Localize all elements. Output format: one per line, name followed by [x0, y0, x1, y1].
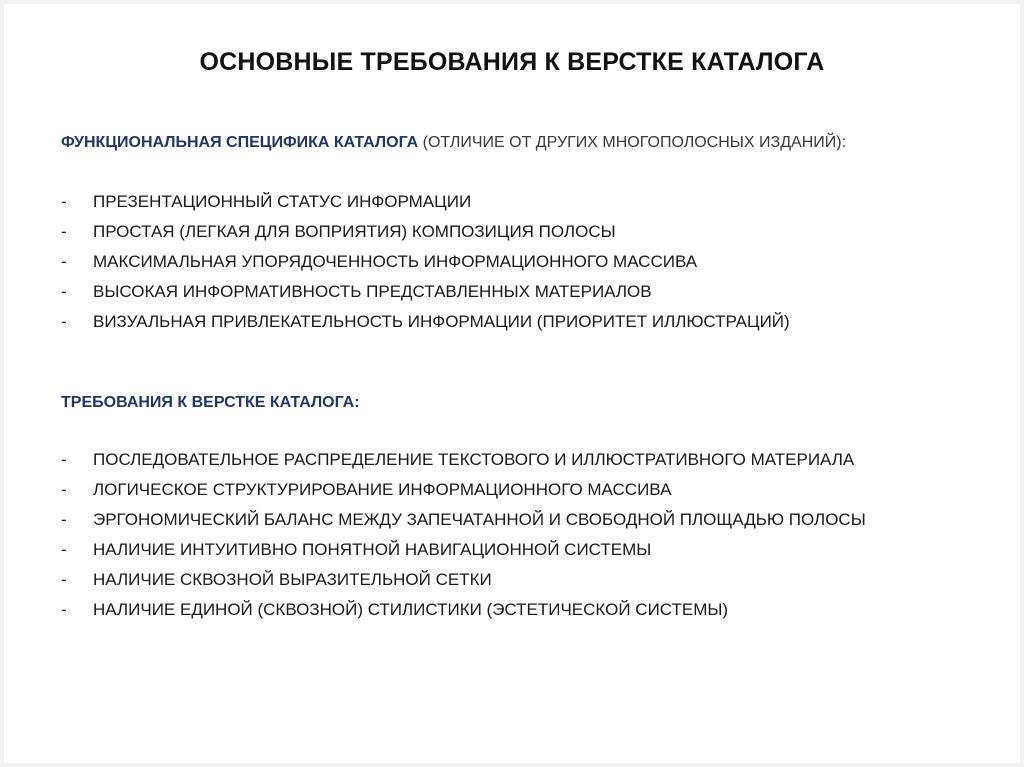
bullet-dash: -	[61, 282, 67, 301]
list-item	[61, 505, 866, 535]
bullet-dash: -	[61, 570, 67, 589]
bullet-dash: -	[61, 540, 67, 559]
list-item-text: ПРОСТАЯ (ЛЕГКАЯ ДЛЯ ВОПРИЯТИЯ) КОМПОЗИЦИЯ ПОЛОСЫ	[93, 222, 616, 241]
slide	[4, 4, 1020, 763]
bullet-dash: -	[61, 192, 67, 211]
section-heading-functional-text: ФУНКЦИОНАЛЬНАЯ СПЕЦИФИКА КАТАЛОГА	[61, 134, 419, 151]
list-item	[61, 535, 866, 565]
list-item-text: ПРЕЗЕНТАЦИОННЫЙ СТАТУС ИНФОРМАЦИИ	[93, 192, 472, 211]
list-item	[61, 187, 790, 217]
list-item-text: ПОСЛЕДОВАТЕЛЬНОЕ РАСПРЕДЕЛЕНИЕ ТЕКСТОВОГО И ИЛЛЮСТРАТИВНОГО МАТЕРИАЛА	[93, 450, 855, 469]
bullet-dash: -	[61, 252, 67, 271]
list-item	[61, 277, 790, 307]
list-item-text: ВЫСОКАЯ ИНФОРМАТИВНОСТЬ ПРЕДСТАВЛЕННЫХ МАТЕРИАЛОВ	[93, 282, 652, 301]
bullet-dash: -	[61, 222, 67, 241]
list-item	[61, 307, 790, 337]
slide-title: ОСНОВНЫЕ ТРЕБОВАНИЯ К ВЕРСТКЕ КАТАЛОГА	[199, 48, 825, 76]
list-item-text: МАКСИМАЛЬНАЯ УПОРЯДОЧЕННОСТЬ ИНФОРМАЦИОННОГО МАССИВА	[93, 252, 698, 271]
bullet-dash: -	[61, 510, 67, 529]
section-heading-functional	[61, 134, 846, 152]
requirements-list	[61, 445, 866, 625]
list-item	[61, 445, 866, 475]
bullet-dash: -	[61, 600, 67, 619]
section-heading-functional-note: (ОТЛИЧИЕ ОТ ДРУГИХ МНОГОПОЛОСНЫХ ИЗДАНИЙ):	[422, 134, 847, 151]
list-item-text: ЭРГОНОМИЧЕСКИЙ БАЛАНС МЕЖДУ ЗАПЕЧАТАННОЙ И СВОБОДНОЙ ПЛОЩАДЬЮ ПОЛОСЫ	[93, 510, 866, 529]
list-item	[61, 565, 866, 595]
list-item-text: НАЛИЧИЕ ЕДИНОЙ (СКВОЗНОЙ) СТИЛИСТИКИ (ЭСТЕТИЧЕСКОЙ СИСТЕМЫ)	[93, 600, 729, 619]
list-item	[61, 595, 866, 625]
functional-list	[61, 187, 790, 337]
list-item-text: НАЛИЧИЕ СКВОЗНОЙ ВЫРАЗИТЕЛЬНОЙ СЕТКИ	[93, 570, 492, 589]
list-item	[61, 247, 790, 277]
list-item	[61, 475, 866, 505]
list-item-text: НАЛИЧИЕ ИНТУИТИВНО ПОНЯТНОЙ НАВИГАЦИОННОЙ СИСТЕМЫ	[93, 540, 652, 559]
list-item-text: ЛОГИЧЕСКОЕ СТРУКТУРИРОВАНИЕ ИНФОРМАЦИОННОГО МАССИВА	[93, 480, 672, 499]
list-item-text: ВИЗУАЛЬНАЯ ПРИВЛЕКАТЕЛЬНОСТЬ ИНФОРМАЦИИ (ПРИОРИТЕТ ИЛЛЮСТРАЦИЙ)	[93, 312, 790, 331]
bullet-dash: -	[61, 480, 67, 499]
list-item	[61, 217, 790, 247]
section-heading-requirements: ТРЕБОВАНИЯ К ВЕРСТКЕ КАТАЛОГА:	[61, 394, 360, 411]
bullet-dash: -	[61, 312, 67, 331]
bullet-dash: -	[61, 450, 67, 469]
